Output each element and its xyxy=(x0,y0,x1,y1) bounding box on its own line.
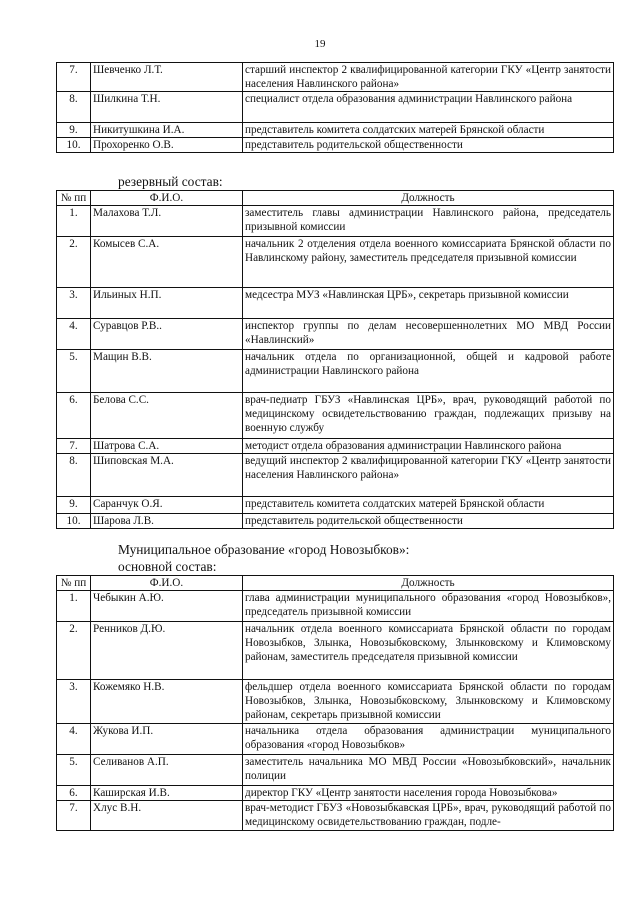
row-number: 2. xyxy=(57,237,91,288)
person-name: Жукова И.П. xyxy=(91,724,243,755)
row-number: 9. xyxy=(57,123,91,138)
person-name: Кожемяко Н.В. xyxy=(91,680,243,724)
table-header-row xyxy=(57,576,614,591)
person-position: фельдшер отдела военного комиссариата Брянской области по городам Новозыбков, Злынка, Новозыбковскому, Злынковскому и Климовскому районам, секретарь призывной комиссии xyxy=(243,680,614,724)
row-number: 6. xyxy=(57,786,91,801)
table-continued-block xyxy=(56,62,614,153)
column-header-number: № пп xyxy=(57,191,91,206)
table-row xyxy=(57,393,614,439)
row-number: 5. xyxy=(57,350,91,393)
person-name: Ильиных Н.П. xyxy=(91,288,243,319)
person-name: Ренников Д.Ю. xyxy=(91,622,243,680)
reserve-table-block xyxy=(56,190,614,529)
novozybkov-table-block xyxy=(56,575,614,831)
row-number: 10. xyxy=(57,138,91,153)
row-number: 3. xyxy=(57,680,91,724)
person-position: ведущий инспектор 2 квалифицированной категории ГКУ «Центр занятости населения Навлинского района» xyxy=(243,454,614,497)
person-position: медсестра МУЗ «Навлинская ЦРБ», секретарь призывной комиссии xyxy=(243,288,614,319)
table-row xyxy=(57,123,614,138)
person-position: начальник отдела военного комиссариата Брянской области по городам Новозыбков, Злынка, Новозыбковскому, Злынковскому и Климовскому районам, заместитель председателя призывной комиссии xyxy=(243,622,614,680)
main-composition-heading: основной состав: xyxy=(118,559,217,574)
person-position: представитель комитета солдатских матерей Брянской области xyxy=(243,123,614,138)
person-name: Хлус В.Н. xyxy=(91,801,243,831)
table-row xyxy=(57,514,614,529)
person-position: врач-методист ГБУЗ «Новозыбкавская ЦРБ», врач, руководящий работой по медицинскому освидетельствованию граждан, подле- xyxy=(243,801,614,831)
row-number: 7. xyxy=(57,63,91,92)
table-row xyxy=(57,801,614,831)
person-name: Чебыкин А.Ю. xyxy=(91,591,243,622)
table-row xyxy=(57,319,614,350)
table-row xyxy=(57,591,614,622)
row-number: 6. xyxy=(57,393,91,439)
person-position: представитель родительской общественности xyxy=(243,514,614,529)
table-row xyxy=(57,786,614,801)
row-number: 1. xyxy=(57,591,91,622)
person-position: заместитель главы администрации Навлинского района, председатель призывной комиссии xyxy=(243,206,614,237)
row-number: 9. xyxy=(57,497,91,514)
table-row xyxy=(57,680,614,724)
person-name: Белова С.С. xyxy=(91,393,243,439)
row-number: 3. xyxy=(57,288,91,319)
row-number: 4. xyxy=(57,724,91,755)
row-number: 7. xyxy=(57,801,91,831)
row-number: 8. xyxy=(57,92,91,123)
table-row xyxy=(57,454,614,497)
person-name: Прохоренко О.В. xyxy=(91,138,243,153)
person-position: врач-педиатр ГБУЗ «Навлинская ЦРБ», врач, руководящий работой по медицинскому освидетельствованию граждан, подлежащих призыву на военную службу xyxy=(243,393,614,439)
person-name: Малахова Т.Л. xyxy=(91,206,243,237)
column-header-position: Должность xyxy=(243,191,614,206)
person-position: специалист отдела образования администрации Навлинского района xyxy=(243,92,614,123)
person-name: Каширская И.В. xyxy=(91,786,243,801)
table-row xyxy=(57,724,614,755)
municipality-heading: Муниципальное образование «город Новозыбков»: xyxy=(118,542,410,557)
reserve-heading: резервный состав: xyxy=(118,174,223,189)
person-position: старший инспектор 2 квалифицированной категории ГКУ «Центр занятости населения Навлинского района» xyxy=(243,63,614,92)
table-row xyxy=(57,206,614,237)
person-position: заместитель начальника МО МВД России «Новозыбковский», начальник полиции xyxy=(243,755,614,786)
person-position: представитель комитета солдатских матерей Брянской области xyxy=(243,497,614,514)
person-name: Мащин В.В. xyxy=(91,350,243,393)
table-row xyxy=(57,622,614,680)
person-position: представитель родительской общественности xyxy=(243,138,614,153)
table-row xyxy=(57,237,614,288)
table-header-row xyxy=(57,191,614,206)
committee-table-continued xyxy=(56,62,614,153)
person-position: методист отдела образования администрации Навлинского района xyxy=(243,439,614,454)
person-name: Шилкина Т.Н. xyxy=(91,92,243,123)
person-name: Шевченко Л.Т. xyxy=(91,63,243,92)
table-row xyxy=(57,288,614,319)
column-header-number: № пп xyxy=(57,576,91,591)
person-position: начальника отдела образования администрации муниципального образования «город Новозыбков» xyxy=(243,724,614,755)
row-number: 10. xyxy=(57,514,91,529)
table-row xyxy=(57,439,614,454)
person-name: Суравцов Р.В.. xyxy=(91,319,243,350)
table-row xyxy=(57,350,614,393)
row-number: 2. xyxy=(57,622,91,680)
person-position: директор ГКУ «Центр занятости населения города Новозыбкова» xyxy=(243,786,614,801)
person-name: Шиповская М.А. xyxy=(91,454,243,497)
table-row xyxy=(57,63,614,92)
person-position: инспектор группы по делам несовершеннолетних МО МВД России «Навлинский» xyxy=(243,319,614,350)
column-header-position: Должность xyxy=(243,576,614,591)
table-row xyxy=(57,92,614,123)
novozybkov-committee-table xyxy=(56,575,614,831)
person-position: начальник отдела по организационной, общей и кадровой работе администрации Навлинского района xyxy=(243,350,614,393)
page-number: 19 xyxy=(314,38,326,50)
person-name: Комысев С.А. xyxy=(91,237,243,288)
person-name: Никитушкина И.А. xyxy=(91,123,243,138)
row-number: 7. xyxy=(57,439,91,454)
person-position: глава администрации муниципального образования «город Новозыбков», председатель призывной комиссии xyxy=(243,591,614,622)
person-name: Шарова Л.В. xyxy=(91,514,243,529)
row-number: 5. xyxy=(57,755,91,786)
table-row xyxy=(57,497,614,514)
table-row xyxy=(57,755,614,786)
person-name: Шатрова С.А. xyxy=(91,439,243,454)
column-header-name: Ф.И.О. xyxy=(91,576,243,591)
reserve-committee-table xyxy=(56,190,614,529)
person-name: Селиванов А.П. xyxy=(91,755,243,786)
column-header-name: Ф.И.О. xyxy=(91,191,243,206)
person-name: Саранчук О.Я. xyxy=(91,497,243,514)
row-number: 1. xyxy=(57,206,91,237)
row-number: 4. xyxy=(57,319,91,350)
person-position: начальник 2 отделения отдела военного комиссариата Брянской области по Навлинскому району, заместитель председателя призывной комиссии xyxy=(243,237,614,288)
row-number: 8. xyxy=(57,454,91,497)
table-row xyxy=(57,138,614,153)
